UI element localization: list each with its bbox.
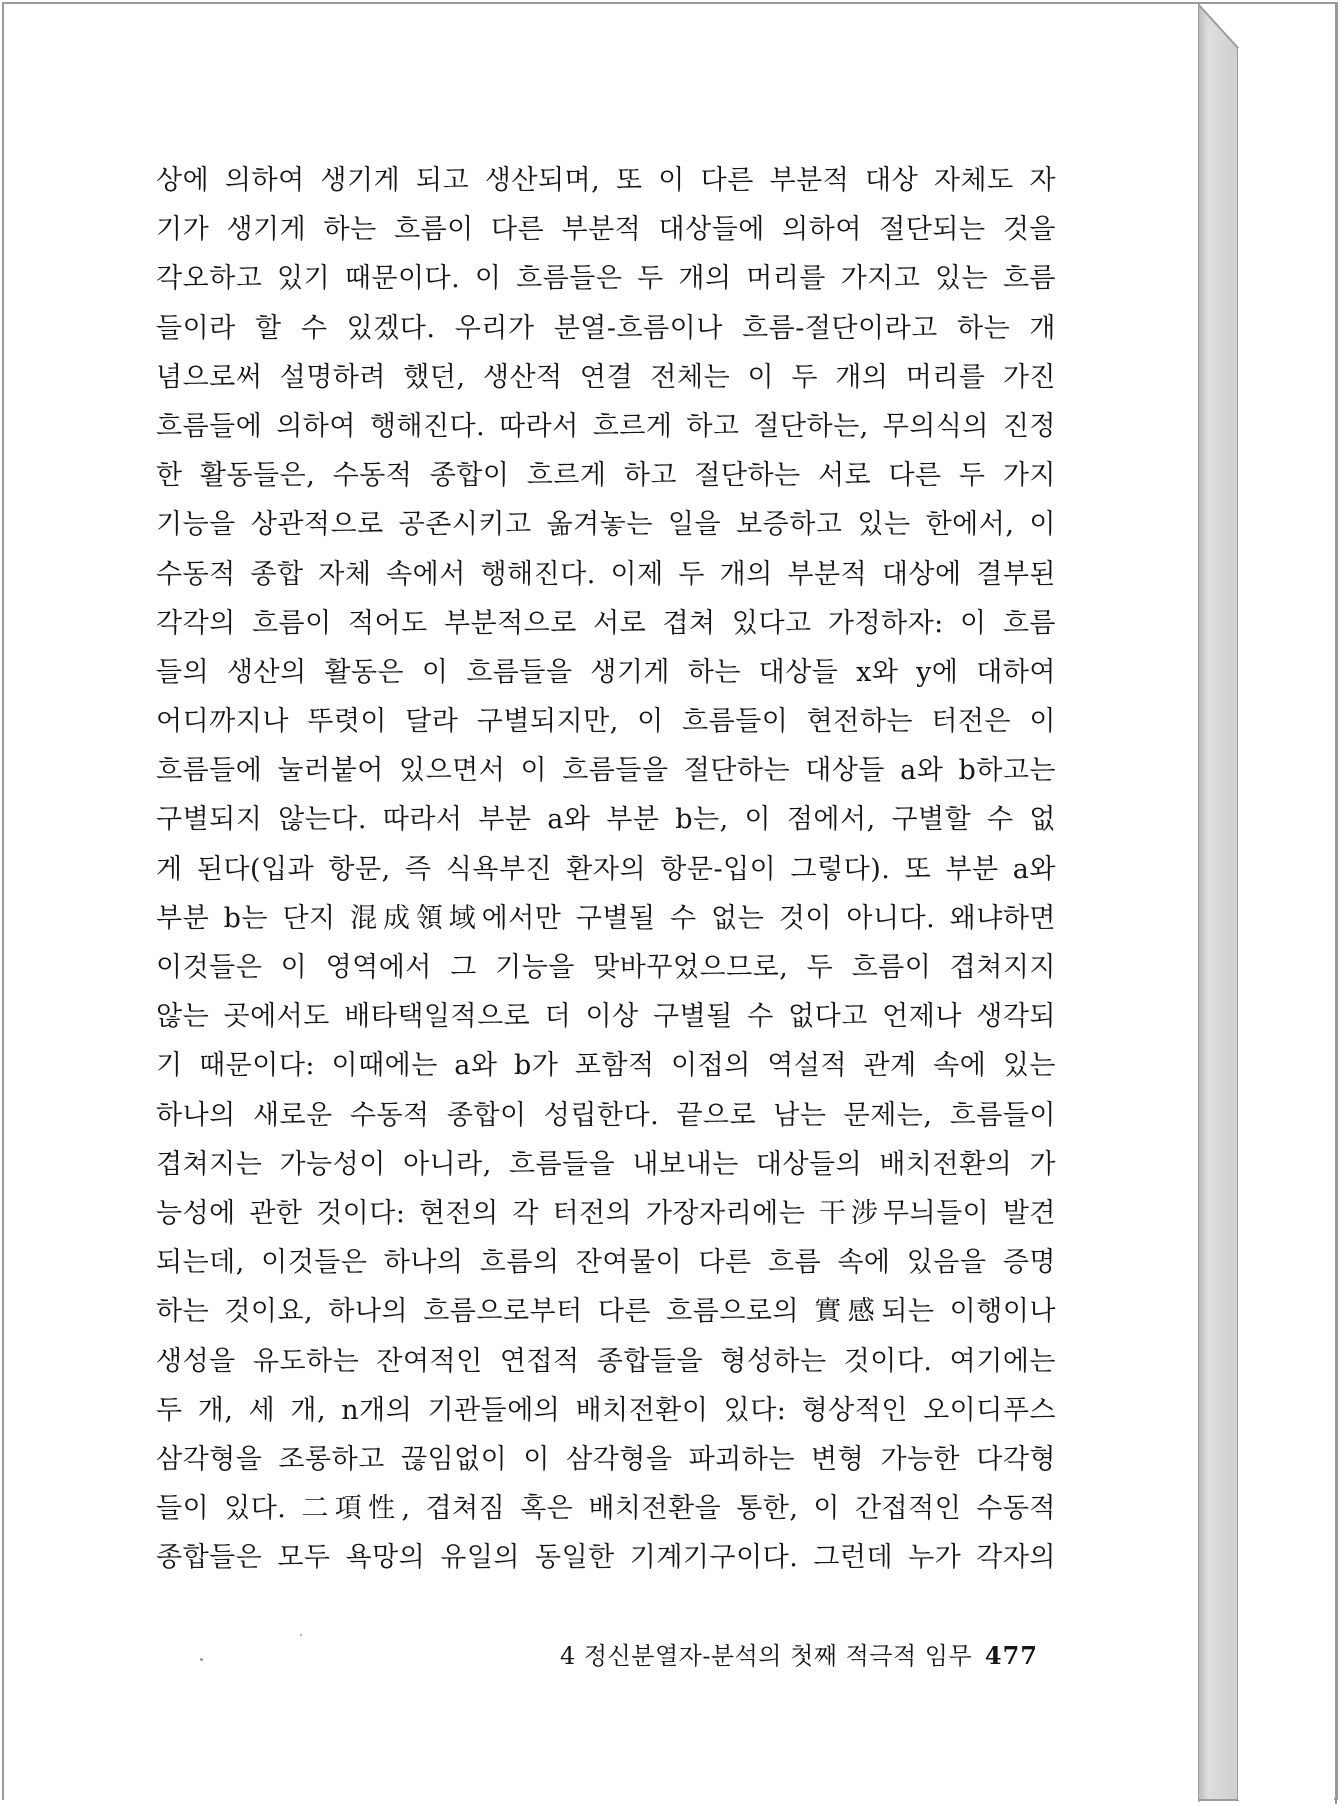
text-line: 생성을 유도하는 잔여적인 연접적 종합들을 형성하는 것이다. 여기에는 (156, 1345, 1056, 1377)
text-line: 두 개, 세 개, n개의 기관들에의 배치전환이 있다: 형상적인 오이디푸스 (156, 1394, 1056, 1426)
text-line: 되는데, 이것들은 하나의 흐름의 잔여물이 다른 흐름 속에 있음을 증명 (156, 1247, 1056, 1279)
text-line: 기 때문이다: 이때에는 a와 b가 포함적 이접의 역설적 관계 속에 있는 (156, 1050, 1056, 1082)
text-line: 종합들은 모두 욕망의 유일의 동일한 기계기구이다. 그런데 누가 각자의 (156, 1542, 1056, 1574)
text-line: 하는 것이요, 하나의 흐름으로부터 다른 흐름으로의 實感되는 이행이나 (156, 1296, 1056, 1328)
book-edge (1198, 0, 1338, 1806)
text-line: 게 된다(입과 항문, 즉 식욕부진 환자의 항문-입이 그렇다). 또 부분 a와 (156, 853, 1056, 885)
text-line: 각오하고 있기 때문이다. 이 흐름들은 두 개의 머리를 가지고 있는 흐름 (156, 263, 1056, 295)
text-line: 삼각형을 조롱하고 끊임없이 이 삼각형을 파괴하는 변형 가능한 다각형 (156, 1443, 1056, 1475)
text-line: 기가 생기게 하는 흐름이 다른 부분적 대상들에 의하여 절단되는 것을 (156, 214, 1056, 246)
text-line: 않는 곳에서도 배타택일적으로 더 이상 구별될 수 없다고 언제나 생각되 (156, 1001, 1056, 1033)
text-line: 흐름들에 의하여 행해진다. 따라서 흐르게 하고 절단하는, 무의식의 진정 (156, 410, 1056, 442)
text-line: 각각의 흐름이 적어도 부분적으로 서로 겹쳐 있다고 가정하자: 이 흐름 (156, 607, 1056, 639)
scan-speck (200, 1658, 203, 1661)
text-line: 상에 의하여 생기게 되고 생산되며, 또 이 다른 부분적 대상 자체도 자 (156, 165, 1056, 196)
text-line: 들이 있다. 二項性, 겹쳐짐 혹은 배치전환을 통한, 이 간접적인 수동적 (156, 1493, 1056, 1525)
chapter-title: 4 정신분열자-분석의 첫째 적극적 임무 (560, 1642, 973, 1670)
text-line: 수동적 종합 자체 속에서 행해진다. 이제 두 개의 부분적 대상에 결부된 (156, 558, 1056, 590)
text-line: 들이라 할 수 있겠다. 우리가 분열-흐름이나 흐름-절단이라고 하는 개 (156, 312, 1056, 344)
text-line: 한 활동들은, 수동적 종합이 흐르게 하고 절단하는 서로 다른 두 가지 (156, 460, 1056, 492)
running-footer (560, 1636, 1038, 1671)
text-line: 구별되지 않는다. 따라서 부분 a와 부분 b는, 이 점에서, 구별할 수 없 (156, 804, 1056, 836)
text-line: 겹쳐지는 가능성이 아니라, 흐름들을 내보내는 대상들의 배치전환의 가 (156, 1148, 1056, 1180)
scan-speck (300, 1634, 302, 1636)
text-line: 들의 생산의 활동은 이 흐름들을 생기게 하는 대상들 x와 y에 대하여 (156, 656, 1056, 688)
text-line: 부분 b는 단지 混成領域에서만 구별될 수 없는 것이 아니다. 왜냐하면 (156, 902, 1056, 934)
text-line: 하나의 새로운 수동적 종합이 성립한다. 끝으로 남는 문제는, 흐름들이 (156, 1099, 1056, 1131)
text-line: 흐름들에 눌러붙어 있으면서 이 흐름들을 절단하는 대상들 a와 b하고는 (156, 755, 1056, 787)
text-line: 어디까지나 뚜렷이 달라 구별되지만, 이 흐름들이 현전하는 터전은 이 (156, 706, 1056, 738)
book-page (4, 4, 1200, 1802)
text-line: 능성에 관한 것이다: 현전의 각 터전의 가장자리에는 干涉무늬들이 발견 (156, 1197, 1056, 1229)
body-text (156, 156, 1056, 1582)
text-line: 념으로써 설명하려 했던, 생산적 연결 전체는 이 두 개의 머리를 가진 (156, 361, 1056, 393)
text-line: 기능을 상관적으로 공존시키고 옮겨놓는 일을 보증하고 있는 한에서, 이 (156, 509, 1056, 541)
page-number: 477 (984, 1641, 1038, 1670)
text-line: 이것들은 이 영역에서 그 기능을 맞바꾸었으므로, 두 흐름이 겹쳐지지 (156, 952, 1056, 983)
